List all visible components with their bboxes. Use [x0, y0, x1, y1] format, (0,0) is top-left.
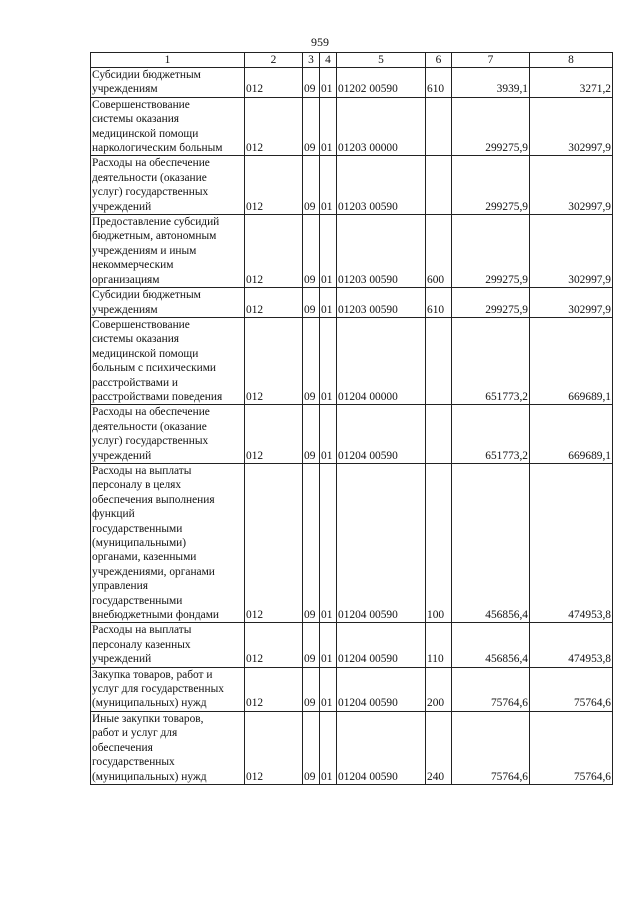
amount-year-2: 302997,9: [530, 288, 613, 318]
amount-year-1: 299275,9: [452, 215, 530, 288]
expense-name-line: Расходы на обеспечение: [92, 406, 210, 419]
column-header-2: 2: [245, 53, 303, 68]
subsection-code: 01: [320, 711, 337, 784]
expense-name-line: учреждениями, органами: [92, 565, 215, 578]
expense-name-line: расстройствами и: [92, 376, 179, 389]
expense-name-line: государственными: [92, 594, 183, 607]
expense-name-line: персоналу в целях: [92, 479, 182, 492]
section-code: 09: [303, 317, 320, 404]
expense-name-line: (муниципальными): [92, 537, 187, 549]
amount-year-1: 299275,9: [452, 156, 530, 215]
admin-code: 012: [245, 623, 303, 667]
header-row: [91, 53, 613, 68]
expense-name-line: органами, казенными: [92, 551, 197, 564]
table-row: [91, 215, 613, 288]
expense-name-line: учреждениям и иным: [92, 244, 197, 257]
subsection-code: 01: [320, 317, 337, 404]
expense-name-line: внебюджетными фондами: [92, 609, 220, 622]
table-row: [91, 623, 613, 667]
table-row: [91, 68, 613, 98]
expense-name-line: учреждений: [92, 449, 152, 462]
amount-year-2: 302997,9: [530, 156, 613, 215]
section-code: 09: [303, 215, 320, 288]
table-row: [91, 288, 613, 318]
expense-type-code: [426, 405, 452, 464]
expense-name-line: медицинской помощи: [92, 347, 199, 360]
expense-name-line: учреждений: [92, 200, 152, 213]
expense-type-code: 100: [426, 463, 452, 622]
amount-year-2: 669689,1: [530, 405, 613, 464]
section-code: 09: [303, 97, 320, 156]
amount-year-1: 299275,9: [452, 288, 530, 318]
admin-code: 012: [245, 68, 303, 98]
target-article-code: 01204 00000: [337, 317, 426, 404]
amount-year-1: 75764,6: [452, 711, 530, 784]
amount-year-2: 3271,2: [530, 68, 613, 98]
table-row: [91, 97, 613, 156]
section-code: 09: [303, 463, 320, 622]
expense-name-line: Расходы на выплаты: [92, 624, 192, 637]
target-article-code: 01204 00590: [337, 711, 426, 784]
target-article-code: 01202 00590: [337, 68, 426, 98]
expense-name-line: управления: [92, 580, 148, 593]
amount-year-1: 651773,2: [452, 405, 530, 464]
subsection-code: 01: [320, 405, 337, 464]
expense-name-line: Иные закупки товаров,: [92, 712, 204, 725]
expense-name-line: медицинской помощи: [92, 127, 199, 140]
target-article-code: 01203 00590: [337, 288, 426, 318]
expense-type-code: 610: [426, 68, 452, 98]
table-body: [91, 68, 613, 785]
expense-name: [91, 215, 245, 288]
expense-name-line: организациям: [92, 273, 160, 286]
expense-name: [91, 68, 245, 98]
expense-type-code: 110: [426, 623, 452, 667]
subsection-code: 01: [320, 97, 337, 156]
section-code: 09: [303, 623, 320, 667]
expense-name-line: (муниципальных) нужд: [92, 697, 207, 710]
table-row: [91, 405, 613, 464]
expense-name-line: системы оказания: [92, 113, 180, 126]
amount-year-1: 3939,1: [452, 68, 530, 98]
table-row: [91, 711, 613, 784]
amount-year-1: 75764,6: [452, 667, 530, 711]
expense-name-line: расстройствами поведения: [92, 390, 223, 403]
expense-name-line: (муниципальных) нужд: [92, 770, 207, 783]
section-code: 09: [303, 288, 320, 318]
amount-year-2: 474953,8: [530, 463, 613, 622]
section-code: 09: [303, 667, 320, 711]
expense-name: [91, 288, 245, 318]
target-article-code: 01203 00590: [337, 156, 426, 215]
expense-name-line: учреждениям: [92, 303, 158, 316]
expense-name: [91, 623, 245, 667]
target-article-code: 01203 00590: [337, 215, 426, 288]
expense-type-code: 600: [426, 215, 452, 288]
table-row: [91, 156, 613, 215]
amount-year-2: 302997,9: [530, 97, 613, 156]
expense-name: [91, 405, 245, 464]
section-code: 09: [303, 156, 320, 215]
expense-name-line: обеспечения: [92, 741, 153, 754]
column-header-4: 4: [320, 53, 337, 68]
table-row: [91, 667, 613, 711]
expense-type-code: 610: [426, 288, 452, 318]
expense-name-line: государственных: [92, 756, 175, 769]
column-header-8: 8: [530, 53, 613, 68]
amount-year-2: 75764,6: [530, 667, 613, 711]
expense-name-line: Предоставление субсидий: [92, 216, 220, 229]
target-article-code: 01204 00590: [337, 667, 426, 711]
amount-year-1: 456856,4: [452, 623, 530, 667]
target-article-code: 01204 00590: [337, 405, 426, 464]
amount-year-1: 299275,9: [452, 97, 530, 156]
column-header-1: 1: [91, 53, 245, 68]
column-header-5: 5: [337, 53, 426, 68]
expense-name-line: деятельности (оказание: [92, 420, 207, 433]
expense-name: [91, 463, 245, 622]
expense-name-line: учреждениям: [92, 83, 158, 96]
expense-name: [91, 317, 245, 404]
expense-name-line: функций: [92, 508, 135, 521]
admin-code: 012: [245, 405, 303, 464]
expense-name-line: персоналу казенных: [92, 638, 191, 651]
expense-name-line: системы оказания: [92, 333, 180, 346]
subsection-code: 01: [320, 288, 337, 318]
expense-name-line: услуг) государственных: [92, 186, 209, 199]
expense-name-line: некоммерческим: [92, 259, 174, 272]
expense-name-line: обеспечения выполнения: [92, 493, 215, 506]
admin-code: 012: [245, 97, 303, 156]
target-article-code: 01204 00590: [337, 623, 426, 667]
expense-name: [91, 667, 245, 711]
expense-type-code: 200: [426, 667, 452, 711]
expense-name-line: Совершенствование: [92, 98, 190, 111]
expense-name-line: деятельности (оказание: [92, 171, 207, 184]
expense-name: [91, 156, 245, 215]
expense-name-line: государственными: [92, 522, 183, 535]
amount-year-2: 302997,9: [530, 215, 613, 288]
expense-name-line: учреждений: [92, 653, 152, 666]
admin-code: 012: [245, 215, 303, 288]
section-code: 09: [303, 405, 320, 464]
expense-name-line: услуг для государственных: [92, 683, 224, 696]
admin-code: 012: [245, 667, 303, 711]
subsection-code: 01: [320, 667, 337, 711]
expense-name-line: Субсидии бюджетным: [92, 69, 201, 81]
expense-name-line: Совершенствование: [92, 318, 190, 331]
column-header-7: 7: [452, 53, 530, 68]
expense-name-line: Расходы на обеспечение: [92, 157, 210, 170]
page-number: 959: [311, 35, 329, 49]
table-row: [91, 317, 613, 404]
expense-name-line: Расходы на выплаты: [92, 464, 192, 477]
column-header-3: 3: [303, 53, 320, 68]
subsection-code: 01: [320, 623, 337, 667]
subsection-code: 01: [320, 68, 337, 98]
amount-year-1: 456856,4: [452, 463, 530, 622]
amount-year-2: 669689,1: [530, 317, 613, 404]
table-row: [91, 463, 613, 622]
admin-code: 012: [245, 711, 303, 784]
expense-name-line: Субсидии бюджетным: [92, 289, 201, 302]
expense-name-line: бюджетным, автономным: [92, 230, 217, 243]
admin-code: 012: [245, 156, 303, 215]
column-header-6: 6: [426, 53, 452, 68]
amount-year-2: 474953,8: [530, 623, 613, 667]
admin-code: 012: [245, 463, 303, 622]
target-article-code: 01204 00590: [337, 463, 426, 622]
admin-code: 012: [245, 288, 303, 318]
expense-name-line: работ и услуг для: [92, 727, 178, 740]
expense-type-code: [426, 156, 452, 215]
expense-name: [91, 97, 245, 156]
expense-type-code: 240: [426, 711, 452, 784]
section-code: 09: [303, 68, 320, 98]
budget-table: [90, 52, 613, 785]
admin-code: 012: [245, 317, 303, 404]
amount-year-2: 75764,6: [530, 711, 613, 784]
target-article-code: 01203 00000: [337, 97, 426, 156]
expense-name-line: наркологическим больным: [92, 142, 223, 155]
subsection-code: 01: [320, 463, 337, 622]
expense-name: [91, 711, 245, 784]
expense-type-code: [426, 317, 452, 404]
expense-name-line: Закупка товаров, работ и: [92, 668, 213, 681]
expense-name-line: услуг) государственных: [92, 435, 209, 448]
expense-name-line: больным с психическими: [92, 362, 217, 375]
expense-type-code: [426, 97, 452, 156]
amount-year-1: 651773,2: [452, 317, 530, 404]
subsection-code: 01: [320, 215, 337, 288]
section-code: 09: [303, 711, 320, 784]
subsection-code: 01: [320, 156, 337, 215]
